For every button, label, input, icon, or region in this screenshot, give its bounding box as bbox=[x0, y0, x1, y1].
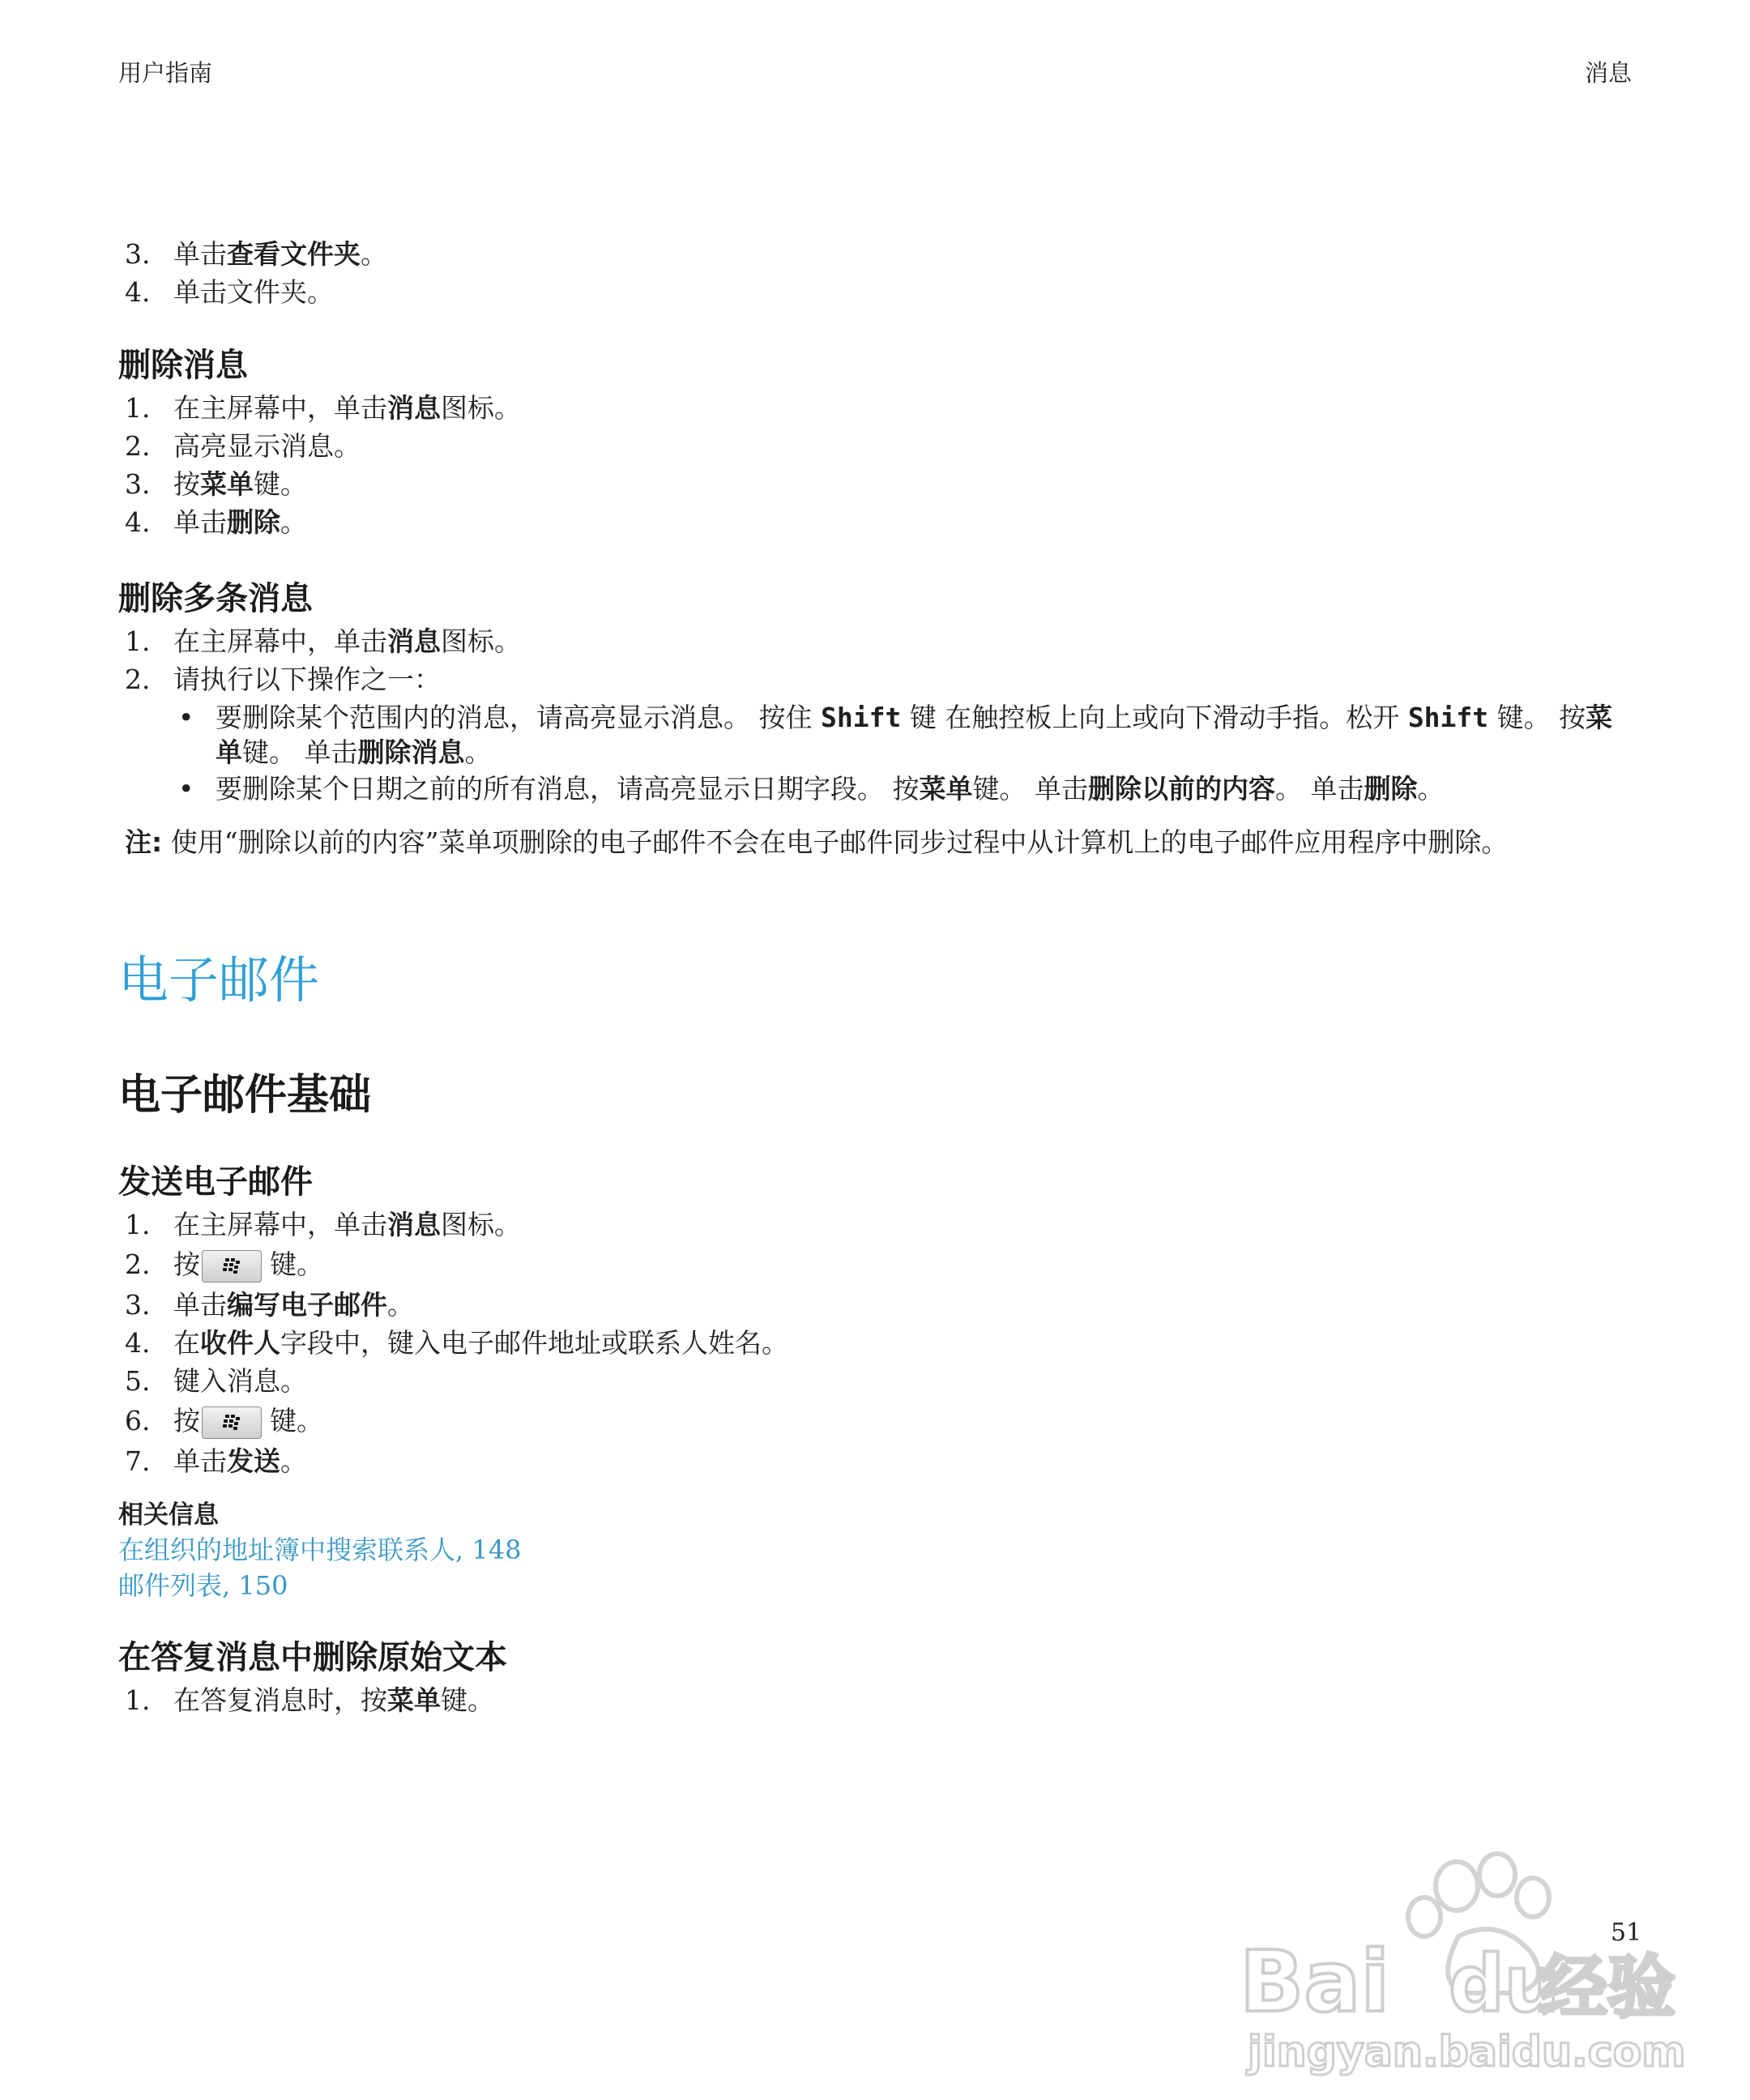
heading-delete-multiple: 删除多条消息 bbox=[118, 580, 313, 617]
heading-delete-message: 删除消息 bbox=[118, 347, 248, 384]
page-number: 51 bbox=[1611, 1919, 1642, 1947]
step: 2. 高亮显示消息。 bbox=[125, 430, 361, 462]
option-range: • 要删除某个范围内的消息，请高亮显示消息。 按住 Shift 键 在触控板上向上或向下滑动手指。松开 Shift 键。 按菜单键。 单击删除消息。 bbox=[178, 702, 1613, 768]
steps-delete-multiple bbox=[118, 622, 1633, 698]
menu-key-icon bbox=[202, 1406, 262, 1439]
related-link-search-contacts[interactable]: 在组织的地址簿中搜索联系人, 148 bbox=[118, 1534, 522, 1565]
step: 1. 在主屏幕中，单击消息图标。 bbox=[125, 392, 521, 424]
steps-delete-message bbox=[118, 389, 1633, 541]
step: 6. 按 键。 bbox=[118, 1400, 1633, 1442]
step: 3. 按菜单键。 bbox=[125, 468, 307, 500]
heading-delete-original-text: 在答复消息中删除原始文本 bbox=[118, 1639, 507, 1676]
section-title: 电子邮件基础 bbox=[118, 1071, 372, 1120]
steps-send-email bbox=[118, 1206, 1633, 1480]
option-date: • 要删除某个日期之前的所有消息，请高亮显示日期字段。 按菜单键。 单击删除以前的内容。 单击删除。 bbox=[178, 773, 1445, 805]
step: 4. 单击文件夹。 bbox=[125, 276, 334, 308]
step: 1. 在答复消息时，按菜单键。 bbox=[125, 1684, 494, 1716]
baidu-jingyan-watermark bbox=[1240, 1839, 1686, 2077]
options-list bbox=[118, 700, 1633, 806]
step: 1. 在主屏幕中，单击消息图标。 bbox=[125, 625, 521, 657]
step: 4. 单击删除。 bbox=[125, 506, 307, 538]
related-link-mailing-lists[interactable]: 邮件列表, 150 bbox=[118, 1570, 288, 1601]
step: 3. 单击编写电子邮件。 bbox=[125, 1289, 414, 1321]
related-info-title: 相关信息 bbox=[118, 1500, 219, 1530]
running-header-title: 用户指南 bbox=[118, 59, 213, 87]
step: 2. 请执行以下操作之一： bbox=[125, 664, 441, 695]
svg-text:经验: 经验 bbox=[1539, 1948, 1676, 2027]
steps-open-folder bbox=[118, 235, 1633, 311]
step: 1. 在主屏幕中，单击消息图标。 bbox=[125, 1209, 521, 1240]
page-body bbox=[118, 235, 1633, 1719]
steps-delete-original bbox=[118, 1681, 1633, 1719]
running-header-section: 消息 bbox=[1584, 59, 1632, 87]
step: 5. 键入消息。 bbox=[125, 1365, 307, 1397]
menu-key-icon bbox=[202, 1250, 262, 1283]
heading-send-email: 发送电子邮件 bbox=[118, 1163, 313, 1201]
step: 7. 单击发送。 bbox=[125, 1445, 307, 1477]
svg-text:du: du bbox=[1449, 1939, 1560, 2030]
svg-text:jingyan.baidu.com: jingyan.baidu.com bbox=[1248, 2028, 1686, 2077]
step: 4. 在收件人字段中，键入电子邮件地址或联系人姓名。 bbox=[125, 1327, 788, 1359]
svg-text:Bai: Bai bbox=[1240, 1932, 1390, 2031]
chapter-title: 电子邮件 bbox=[118, 950, 320, 1009]
step: 3. 单击查看文件夹。 bbox=[125, 238, 387, 270]
note: 注: 使用“删除以前的内容”菜单项删除的电子邮件不会在电子邮件同步过程中从计算机上的电子邮件应用程序中删除。 bbox=[125, 826, 1509, 858]
step: 2. 按 键。 bbox=[118, 1244, 1633, 1286]
